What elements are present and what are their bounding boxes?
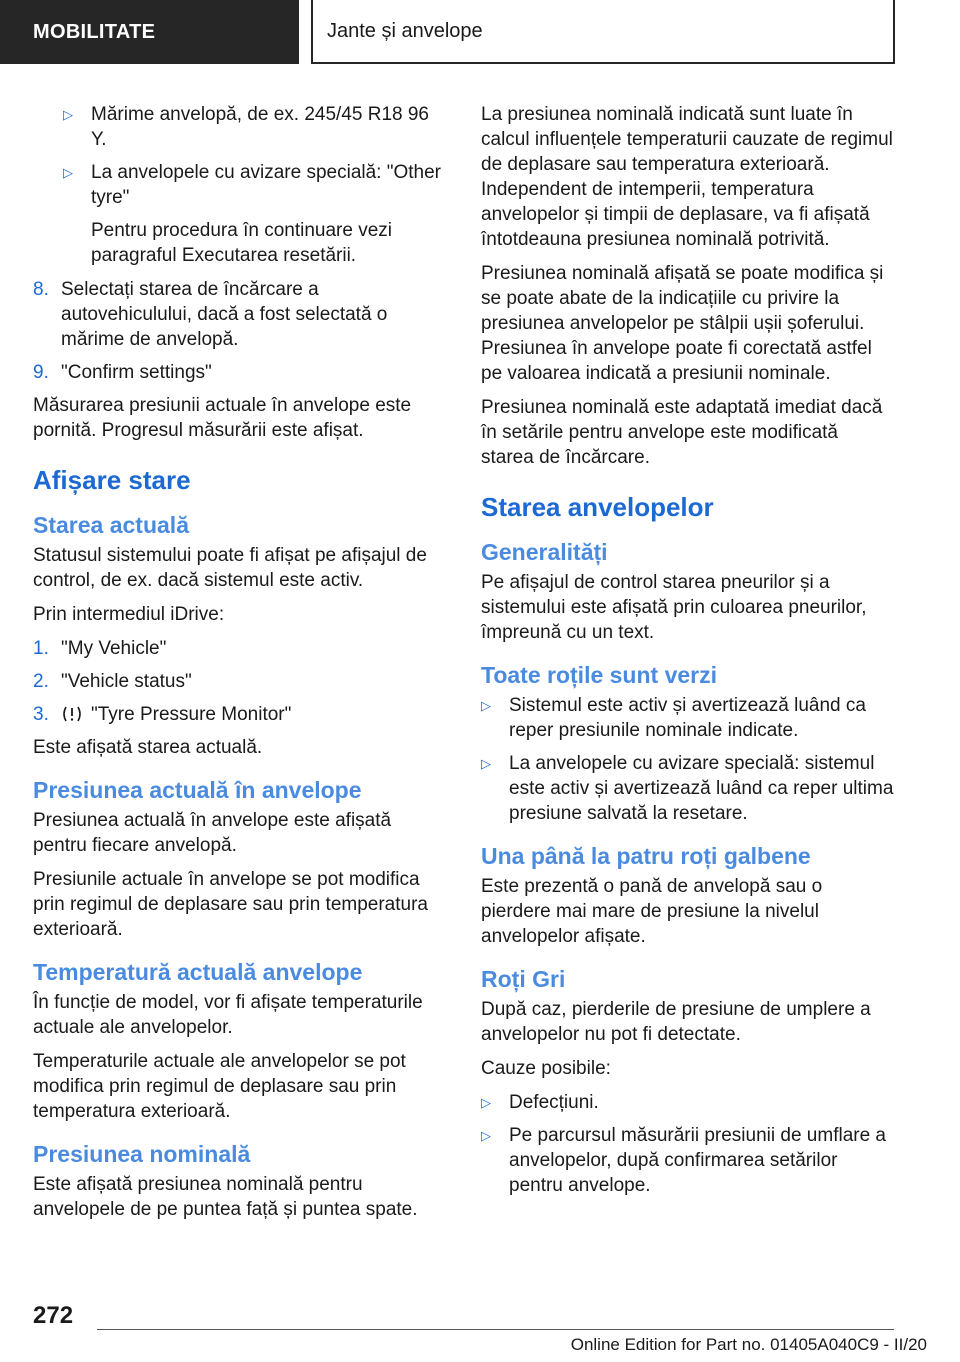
heading-general: Generalități [481,539,608,565]
triangle-right-icon: ▷ [481,1128,491,1143]
bullet-text: Defecțiuni. [509,1092,599,1113]
paragraph: În funcție de model, vor fi afișate temperaturile actuale ale anvelopelor. [33,992,423,1038]
step-text: "Tyre Pressure Monitor" [91,704,292,725]
bullet-text: Pe parcursul măsurării presiunii de umflare a anvelopelor, după confirmarea setărilor pentru anvelope. [509,1125,886,1196]
paragraph: Temperaturile actuale ale anvelopelor se pot modifica prin regimul de deplasare sau prin temperatura exterioară. [33,1051,406,1122]
left-column [33,102,445,1231]
step-item [33,669,445,694]
step-text: "My Vehicle" [61,638,167,659]
chapter-title: Jante și anvelope [311,0,895,64]
bullet-note: Pentru procedura în continuare vezi paragraful Executarea resetării. [91,220,393,266]
paragraph: Pe afișajul de control starea pneurilor și a sistemului este afișată prin culoarea pneurilor, împreună cu un text. [481,572,867,643]
paragraph: Presiunea actuală în anvelope este afișată pentru fiecare anvelopă. [33,810,392,856]
list-item [481,693,895,743]
heading-current-temperature: Temperatură actuală anvelope [33,959,363,985]
heading-status: Afișare stare [33,465,191,495]
paragraph: Este afișată presiunea nominală pentru anvelopele de pe puntea față și puntea spate. [33,1174,418,1220]
step-number: 8. [33,279,49,300]
page-number: 272 [33,1302,74,1329]
heading-nominal-pressure: Presiunea nominală [33,1141,251,1167]
step-item [33,277,445,352]
paragraph: Presiunile actuale în anvelope se pot modifica prin regimul de deplasare sau prin temperatura exterioară. [33,869,428,940]
heading-tyre-state: Starea anvelopelor [481,492,714,522]
step-item [33,636,445,661]
step-text-with-icon [61,702,445,727]
triangle-right-icon: ▷ [63,107,73,122]
bullet-text: Mărime anvelopă, de ex. 245/45 R18 96 Y. [91,104,429,150]
step-number: 3. [33,704,49,725]
right-column [481,102,895,1206]
heading-green-wheels: Toate roțile sunt verzi [481,662,718,688]
header-bar [0,0,960,66]
step-item [33,702,445,727]
paragraph: La presiunea nominală indicată sunt luate în calcul influențele temperaturii cauzate de regimul de deplasare sau temperatura exterioară. Independent de intemperii, temperatura anvelopelor și timpii de deplasare, va fi afișată întotdeauna presiunea nominală potrivită. [481,104,893,250]
triangle-right-icon: ▷ [63,165,73,180]
tyre-pressure-warning-icon [61,705,83,723]
bullet-text: La anvelopele cu avizare specială: sistemul este activ și avertizează luând ca reper ultima presiune salvată la resetare. [509,753,894,824]
list-item [481,1090,895,1115]
paragraph: După caz, pierderile de presiune de umplere a anvelopelor nu pot fi detectate. [481,999,871,1045]
paragraph: Prin intermediul iDrive: [33,604,225,625]
list-item [33,102,445,152]
triangle-right-icon: ▷ [481,756,491,771]
paragraph: Cauze posibile: [481,1058,611,1079]
step-number: 1. [33,638,49,659]
paragraph: Este prezentă o pană de anvelopă sau o pierdere mai mare de presiune la nivelul anvelopelor afișate. [481,876,823,947]
step-text: "Confirm settings" [61,362,212,383]
step-text: "Vehicle status" [61,671,192,692]
list-item [481,1123,895,1198]
paragraph: Presiunea nominală afișată se poate modifica și se poate abate de la indicațiile cu privire la presiunea anvelopelor pe stâlpii ușii șoferului. Presiunea în anvelope poate fi corectată astfel pe valoarea indicată a presiunii nominale. [481,263,884,384]
step-item [33,360,445,385]
heading-current-pressure: Presiunea actuală în anvelope [33,777,362,803]
triangle-right-icon: ▷ [481,1095,491,1110]
step-text: Selectați starea de încărcare a autovehiculului, dacă a fost selectată o mărime de anvelopă. [61,279,388,350]
bullet-text: La anvelopele cu avizare specială: "Other tyre" [91,162,442,208]
measure-paragraph: Măsurarea presiunii actuale în anvelope este pornită. Progresul măsurării este afișat. [33,395,412,441]
step-number: 2. [33,671,49,692]
paragraph: Presiunea nominală este adaptată imediat dacă în setările pentru anvelope este modificată starea de încărcare. [481,397,883,468]
list-item [33,160,445,210]
footer-divider [97,1329,894,1330]
heading-grey-wheels: Roți Gri [481,966,566,992]
paragraph: Statusul sistemului poate fi afișat pe afișajul de control, de ex. dacă sistemul este activ. [33,545,427,591]
heading-yellow-wheels: Una până la patru roți galbene [481,843,811,869]
triangle-right-icon: ▷ [481,698,491,713]
section-title: MOBILITATE [0,0,299,64]
step-number: 9. [33,362,49,383]
heading-current-state: Starea actuală [33,512,189,538]
list-item [481,751,895,826]
paragraph: Este afișată starea actuală. [33,737,263,758]
bullet-text: Sistemul este activ și avertizează luând ca reper presiunile nominale indicate. [509,695,866,741]
edition-note: Online Edition for Part no. 01405A040C9 - II/20 [570,1335,927,1354]
